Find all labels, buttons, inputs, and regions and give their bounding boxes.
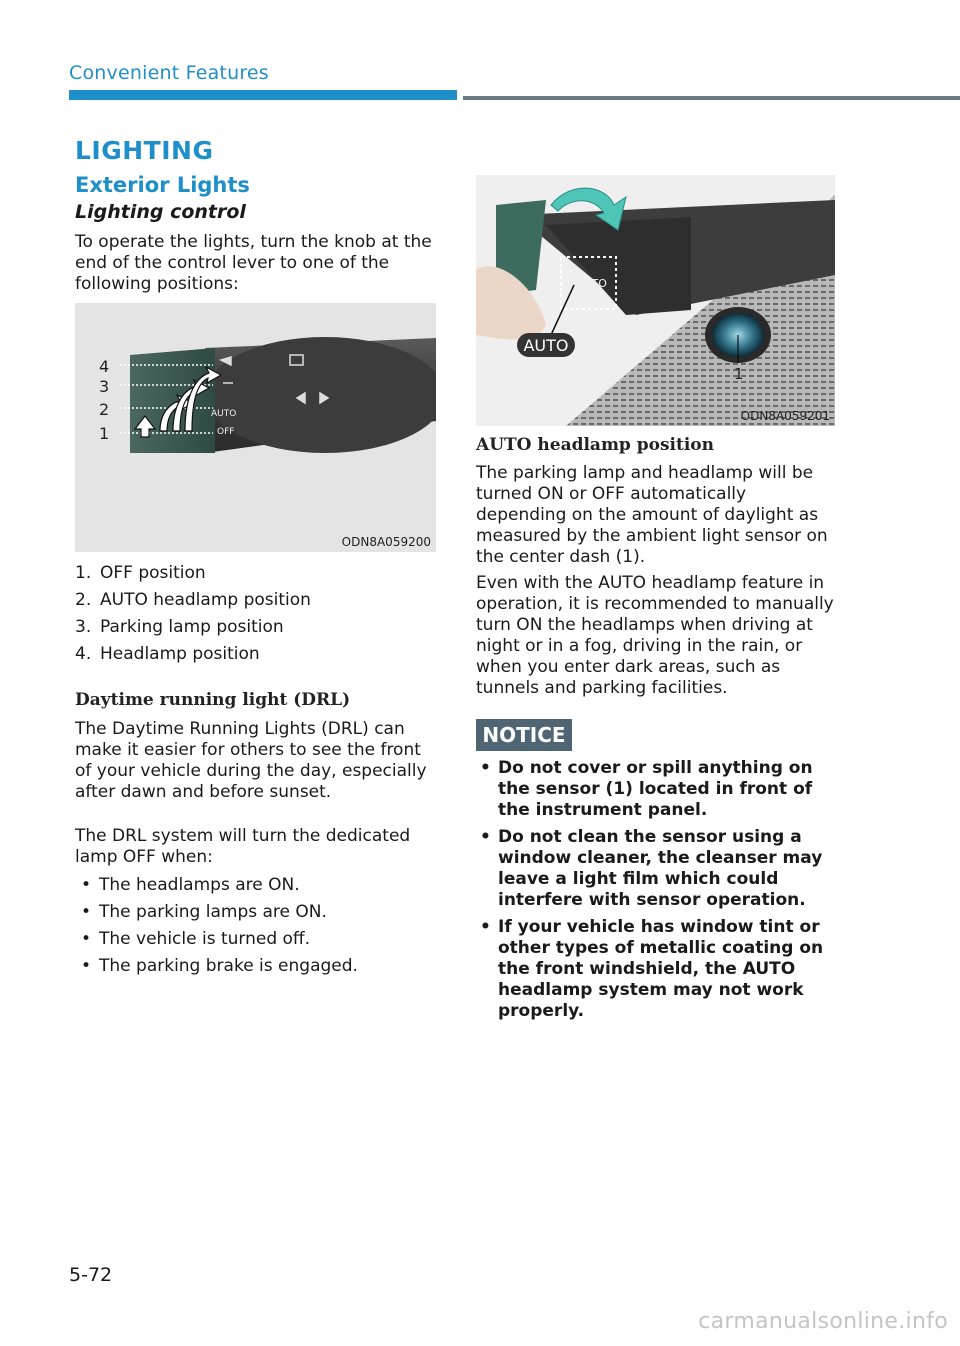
auto-headlamp-illustration bbox=[476, 175, 835, 426]
fig2-knob-auto-label: AUTO bbox=[576, 277, 607, 290]
fig1-num-2: 2 bbox=[99, 400, 110, 419]
fig1-num-3: 3 bbox=[99, 377, 110, 396]
fig2-knob-off-label: OFF bbox=[579, 294, 599, 305]
intro-paragraph: To operate the lights, turn the knob at the end of the control lever to one of the following positions: bbox=[75, 232, 432, 294]
drl-heading: Daytime running light (DRL) bbox=[75, 690, 351, 710]
list-item: 2. AUTO headlamp position bbox=[75, 590, 311, 610]
list-item: • The parking brake is engaged. bbox=[75, 953, 437, 980]
fig2-auto-callout: AUTO bbox=[523, 336, 569, 355]
notice-item: • Do not cover or spill anything on the sensor (1) located in front of the instrument panel. bbox=[476, 758, 836, 821]
drl-paragraph-1: The Daytime Running Lights (DRL) can make it easier for others to see the front of your vehicle during the day, especially after dawn and before sunset. bbox=[75, 719, 427, 802]
notice-badge: NOTICE bbox=[476, 719, 572, 751]
notice-item: • If your vehicle has window tint or other types of metallic coating on the front windshield, the AUTO headlamp system may not work properly. bbox=[476, 917, 836, 1022]
section-title: LIGHTING bbox=[75, 136, 214, 165]
watermark: carmanualsonline.info bbox=[698, 1309, 948, 1334]
drl-paragraph-2: The DRL system will turn the dedicated lamp OFF when: bbox=[75, 826, 411, 867]
list-item: • The headlamps are ON. bbox=[75, 872, 437, 899]
header-rule-accent bbox=[69, 90, 457, 100]
list-item: 4. Headlamp position bbox=[75, 644, 260, 664]
fig1-auto-label: AUTO bbox=[211, 409, 237, 419]
subhead-lighting-control: Lighting control bbox=[75, 201, 246, 223]
auto-paragraph-1: The parking lamp and headlamp will be turned ON or OFF automatically depending on the amount of daylight as measured by the ambient light sensor on the center dash (1). bbox=[476, 463, 828, 567]
fig1-num-4: 4 bbox=[99, 357, 110, 376]
position-list bbox=[75, 560, 440, 668]
figure-lighting-lever bbox=[75, 303, 436, 552]
list-item: • The vehicle is turned off. bbox=[75, 926, 437, 953]
auto-heading: AUTO headlamp position bbox=[476, 435, 714, 455]
fig1-off-label: OFF bbox=[217, 427, 235, 437]
drl-bullet-list bbox=[75, 872, 437, 980]
fig1-num-1: 1 bbox=[99, 424, 110, 443]
notice-item: • Do not clean the sensor using a window cleaner, the cleanser may leave a light film which could interfere with sensor operation. bbox=[476, 827, 836, 911]
auto-paragraph-2: Even with the AUTO headlamp feature in operation, it is recommended to manually turn ON the headlamps when driving at night or in a fog, driving in the rain, or when you enter dark areas, such as tunnels and parking facilities. bbox=[476, 573, 834, 698]
list-item: 3. Parking lamp position bbox=[75, 617, 284, 637]
fig2-sensor-number: 1 bbox=[734, 365, 744, 383]
page-number: 5-72 bbox=[69, 1264, 113, 1286]
figure-caption-2: ODN8A059201 bbox=[740, 409, 830, 423]
lighting-lever-illustration bbox=[75, 303, 436, 552]
figure-auto-headlamp bbox=[476, 175, 835, 426]
header-rule-grey bbox=[463, 96, 960, 100]
list-item: • The parking lamps are ON. bbox=[75, 899, 437, 926]
figure-caption-1: ODN8A059200 bbox=[341, 535, 431, 549]
list-item: 1. OFF position bbox=[75, 563, 206, 583]
subsection-title: Exterior Lights bbox=[75, 173, 250, 197]
section-header: Convenient Features bbox=[69, 62, 269, 84]
notice-list bbox=[476, 758, 836, 1028]
